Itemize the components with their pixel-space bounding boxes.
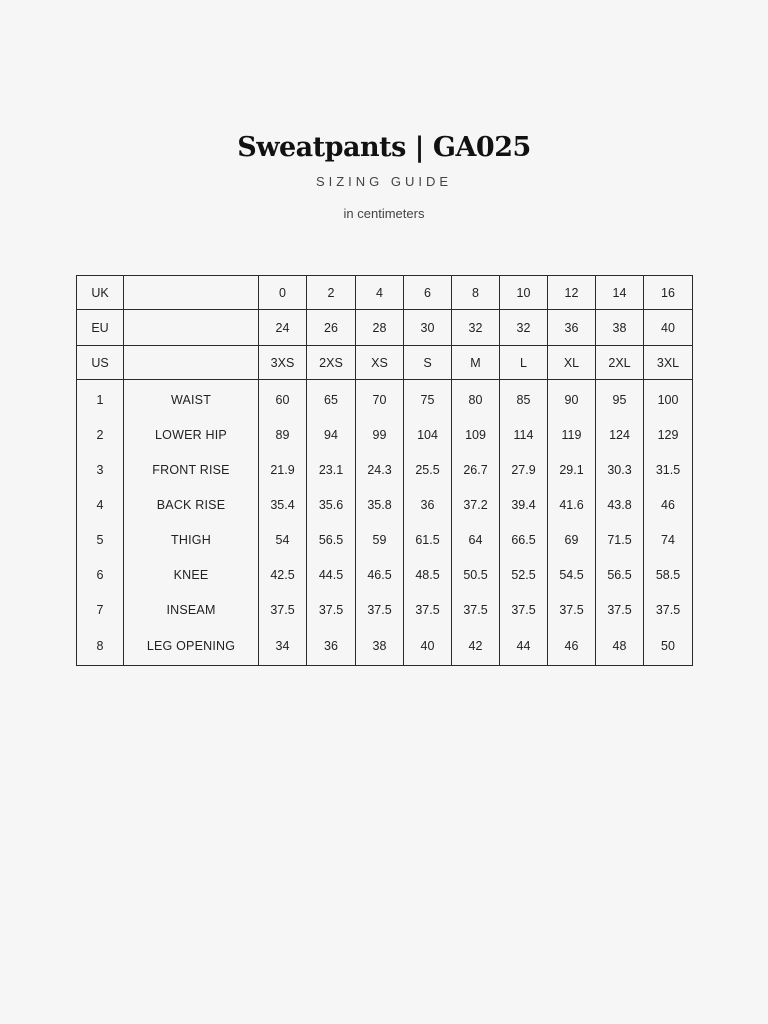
- size-cell: 2XS: [307, 346, 356, 380]
- size-cell: 30: [404, 310, 452, 346]
- region-label: EU: [77, 310, 124, 346]
- measurement-value: 23.1: [307, 452, 356, 487]
- measurement-value: 37.5: [356, 592, 404, 627]
- measurement-name: THIGH: [124, 522, 259, 557]
- size-cell: 32: [452, 310, 500, 346]
- measurement-value: 71.5: [596, 522, 644, 557]
- measurement-value: 54.5: [548, 557, 596, 592]
- size-cell: 6: [404, 276, 452, 310]
- size-cell: 16: [644, 276, 693, 310]
- measurement-value: 35.6: [307, 487, 356, 522]
- measurement-value: 100: [644, 380, 693, 418]
- measurement-value: 85: [500, 380, 548, 418]
- measurement-row: [77, 417, 693, 452]
- measurement-value: 24.3: [356, 452, 404, 487]
- measurement-value: 37.5: [596, 592, 644, 627]
- measurement-value: 65: [307, 380, 356, 418]
- measurement-row: [77, 522, 693, 557]
- size-cell: 36: [548, 310, 596, 346]
- measurement-value: 31.5: [644, 452, 693, 487]
- measurement-name: LEG OPENING: [124, 627, 259, 666]
- measurement-value: 29.1: [548, 452, 596, 487]
- measurement-value: 35.8: [356, 487, 404, 522]
- units-note: in centimeters: [343, 206, 425, 221]
- measurement-value: 37.2: [452, 487, 500, 522]
- size-header-row: [77, 346, 693, 380]
- measurement-value: 27.9: [500, 452, 548, 487]
- measurement-name: FRONT RISE: [124, 452, 259, 487]
- measurement-value: 25.5: [404, 452, 452, 487]
- measurement-value: 37.5: [259, 592, 307, 627]
- measurement-value: 48: [596, 627, 644, 666]
- header-blank-cell: [124, 276, 259, 310]
- size-cell: 24: [259, 310, 307, 346]
- measurement-value: 46: [644, 487, 693, 522]
- measurement-value: 36: [307, 627, 356, 666]
- measurement-row: [77, 557, 693, 592]
- measurement-value: 44: [500, 627, 548, 666]
- measurement-value: 99: [356, 417, 404, 452]
- measurement-value: 37.5: [644, 592, 693, 627]
- measurement-value: 34: [259, 627, 307, 666]
- measurement-value: 36: [404, 487, 452, 522]
- size-cell: 0: [259, 276, 307, 310]
- measurement-value: 41.6: [548, 487, 596, 522]
- measurement-value: 37.5: [452, 592, 500, 627]
- measurement-value: 37.5: [307, 592, 356, 627]
- size-cell: L: [500, 346, 548, 380]
- size-cell: XL: [548, 346, 596, 380]
- region-label: UK: [77, 276, 124, 310]
- measurement-value: 26.7: [452, 452, 500, 487]
- measurement-value: 59: [356, 522, 404, 557]
- measurement-value: 129: [644, 417, 693, 452]
- measurement-value: 61.5: [404, 522, 452, 557]
- size-cell: 4: [356, 276, 404, 310]
- measurement-row: [77, 380, 693, 418]
- measurement-value: 35.4: [259, 487, 307, 522]
- measurement-value: 64: [452, 522, 500, 557]
- size-cell: XS: [356, 346, 404, 380]
- measurement-value: 56.5: [307, 522, 356, 557]
- size-cell: 2: [307, 276, 356, 310]
- measurement-value: 94: [307, 417, 356, 452]
- measurement-value: 124: [596, 417, 644, 452]
- size-cell: M: [452, 346, 500, 380]
- measurement-value: 60: [259, 380, 307, 418]
- page-subtitle: SIZING GUIDE: [315, 174, 453, 189]
- measurement-number: 7: [77, 592, 124, 627]
- size-cell: 2XL: [596, 346, 644, 380]
- measurement-value: 109: [452, 417, 500, 452]
- measurement-row: [77, 487, 693, 522]
- measurement-value: 50: [644, 627, 693, 666]
- measurement-value: 54: [259, 522, 307, 557]
- measurement-value: 39.4: [500, 487, 548, 522]
- measurement-value: 50.5: [452, 557, 500, 592]
- measurement-value: 75: [404, 380, 452, 418]
- size-cell: 40: [644, 310, 693, 346]
- size-cell: S: [404, 346, 452, 380]
- measurement-value: 46.5: [356, 557, 404, 592]
- measurement-name: KNEE: [124, 557, 259, 592]
- measurement-value: 90: [548, 380, 596, 418]
- measurement-name: LOWER HIP: [124, 417, 259, 452]
- measurement-value: 104: [404, 417, 452, 452]
- measurement-number: 1: [77, 380, 124, 418]
- measurement-name: BACK RISE: [124, 487, 259, 522]
- measurement-number: 3: [77, 452, 124, 487]
- measurement-value: 42: [452, 627, 500, 666]
- measurement-number: 6: [77, 557, 124, 592]
- measurement-value: 52.5: [500, 557, 548, 592]
- size-cell: 38: [596, 310, 644, 346]
- measurement-value: 89: [259, 417, 307, 452]
- measurement-row: [77, 452, 693, 487]
- measurement-number: 2: [77, 417, 124, 452]
- header-blank-cell: [124, 310, 259, 346]
- measurement-number: 5: [77, 522, 124, 557]
- size-header-row: [77, 276, 693, 310]
- document-header: [0, 128, 768, 224]
- measurement-value: 37.5: [500, 592, 548, 627]
- measurement-value: 38: [356, 627, 404, 666]
- measurement-value: 44.5: [307, 557, 356, 592]
- measurement-row: [77, 592, 693, 627]
- size-cell: 28: [356, 310, 404, 346]
- size-chart-body: [77, 276, 693, 666]
- measurement-value: 80: [452, 380, 500, 418]
- size-cell: 12: [548, 276, 596, 310]
- size-header-row: [77, 310, 693, 346]
- size-cell: 14: [596, 276, 644, 310]
- page-title: Sweatpants | GA025: [237, 132, 531, 163]
- header-blank-cell: [124, 346, 259, 380]
- measurement-value: 30.3: [596, 452, 644, 487]
- measurement-value: 56.5: [596, 557, 644, 592]
- size-cell: 10: [500, 276, 548, 310]
- size-cell: 3XS: [259, 346, 307, 380]
- measurement-value: 37.5: [548, 592, 596, 627]
- measurement-row: [77, 627, 693, 666]
- size-cell: 32: [500, 310, 548, 346]
- measurement-value: 21.9: [259, 452, 307, 487]
- size-chart-table: [76, 275, 693, 666]
- measurement-value: 66.5: [500, 522, 548, 557]
- measurement-value: 114: [500, 417, 548, 452]
- measurement-value: 37.5: [404, 592, 452, 627]
- region-label: US: [77, 346, 124, 380]
- size-cell: 26: [307, 310, 356, 346]
- measurement-value: 69: [548, 522, 596, 557]
- size-cell: 8: [452, 276, 500, 310]
- measurement-value: 46: [548, 627, 596, 666]
- size-cell: 3XL: [644, 346, 693, 380]
- measurement-number: 8: [77, 627, 124, 666]
- measurement-value: 74: [644, 522, 693, 557]
- measurement-value: 119: [548, 417, 596, 452]
- measurement-number: 4: [77, 487, 124, 522]
- measurement-name: WAIST: [124, 380, 259, 418]
- measurement-value: 43.8: [596, 487, 644, 522]
- measurement-value: 95: [596, 380, 644, 418]
- measurement-value: 58.5: [644, 557, 693, 592]
- measurement-name: INSEAM: [124, 592, 259, 627]
- measurement-value: 48.5: [404, 557, 452, 592]
- measurement-value: 40: [404, 627, 452, 666]
- measurement-value: 42.5: [259, 557, 307, 592]
- measurement-value: 70: [356, 380, 404, 418]
